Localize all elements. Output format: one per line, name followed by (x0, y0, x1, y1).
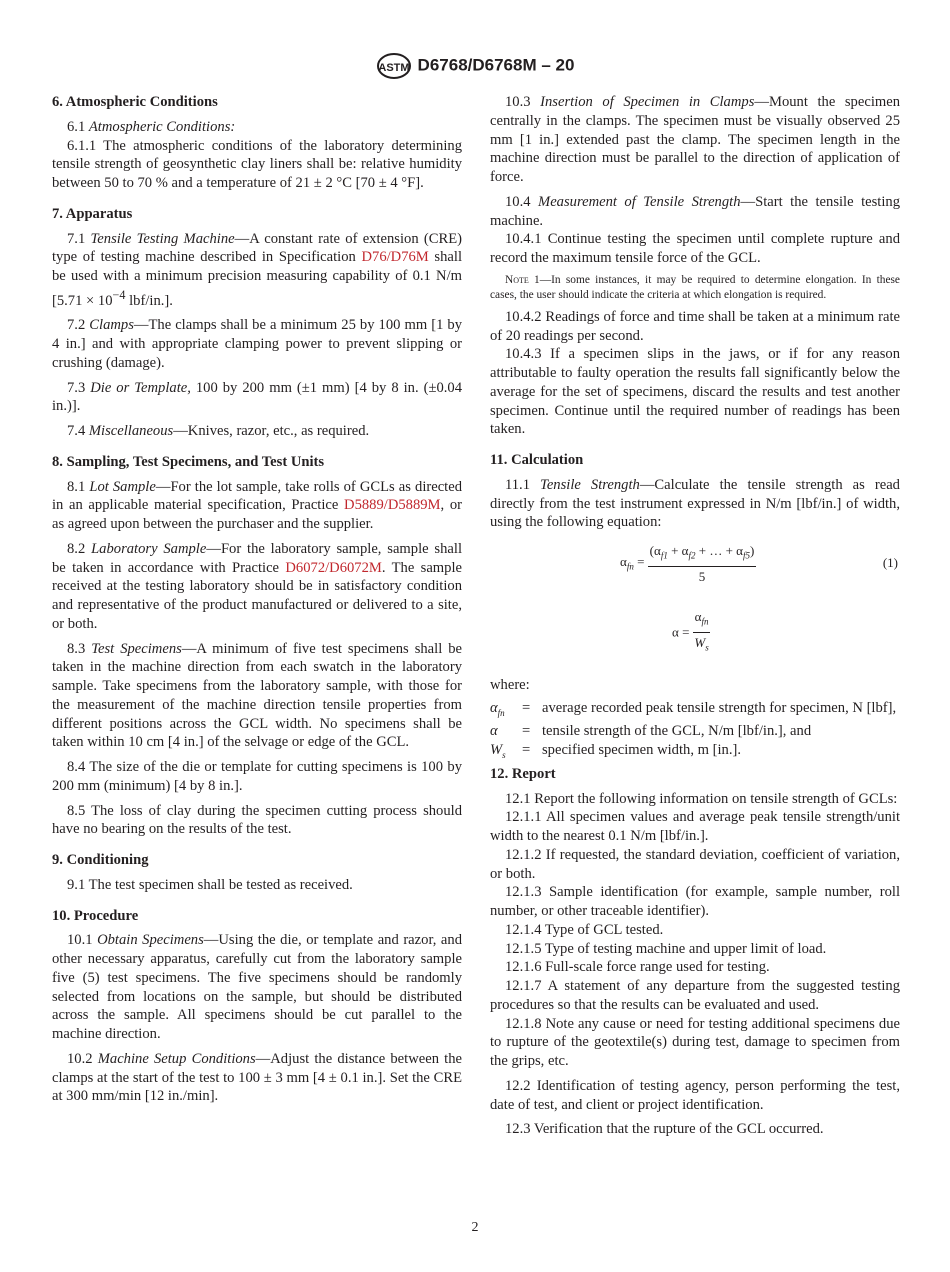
paragraph-title: Miscellaneous (88, 423, 174, 440)
paragraph-text: —Calculate the tensile strength as read directly from the test instrument expressed in N/m [lbf/in.] of width, using the following equation: (490, 476, 900, 531)
symbol: W (490, 742, 503, 759)
paragraph-text: —Using the die, or template and razor, and other necessary apparatus, carefully cut from the laboratory sample five (5) test specimens. The five specimens should be randomly selected from locations on the sample, but should be distributed across the sample. All specimens should be cut parallel to the machine direction. (52, 932, 462, 1043)
paragraph-text: 12.1.8 Note any cause or need for testing additional specimens due to rupture of the geotextile(s) during test, damage to specimen from the grips, etc. (490, 1015, 900, 1070)
paragraph-text: —A constant rate of extension (CRE) type of testing machine described in Specification (52, 230, 463, 266)
document-designation: D6768/D6768M – 20 (417, 55, 575, 75)
paragraph-text: 7.3 (67, 379, 91, 396)
paragraph-title: Machine Setup Conditions (97, 1050, 256, 1067)
paragraph-text: 9.1 The test specimen shall be tested as received. (67, 876, 353, 893)
eq-num: + α (667, 543, 689, 558)
paragraph (490, 921, 900, 940)
paragraph-title: Atmospheric Conditions: (88, 118, 236, 135)
paragraph-text: 12.1.3 Sample identification (for example, sample number, roll number, or other traceable identifier). (490, 884, 900, 920)
paragraph-title: Obtain Specimens (97, 932, 204, 949)
paragraph-text: 7.2 (67, 317, 90, 334)
eq-fraction (648, 542, 757, 587)
paragraph (490, 93, 900, 187)
paragraph-text: lbf/in.]. (125, 292, 173, 309)
definitions-list (490, 699, 900, 765)
svg-text:ASTM: ASTM (377, 62, 410, 74)
paragraph-title: Tensile Testing Machine (90, 230, 235, 247)
paragraph-text: 8.4 The size of the die or template for cutting specimens is 100 by 200 mm (minimum) [4 by 8 in.]. (52, 759, 462, 794)
paragraph-text: —Adjust the distance between the clamps at the start of the test to 100 ± 3 mm [4 ± 0.1 in.]. Set the CRE at 300 mm/min [12 in./min]. (52, 1050, 463, 1105)
paragraph-title: Measurement of Tensile Strength (538, 193, 741, 210)
eq2-lhs: α (672, 624, 679, 640)
definition-text: tensile strength of the GCL, N/m [lbf/in.], and (542, 723, 812, 740)
eq-sign: = (637, 553, 645, 569)
paragraph-title: Die or Template, (90, 379, 191, 396)
paragraph-text: —A minimum of five test specimens shall be taken in the machine direction from each swatch in the laboratory sample. Take specimens from the laboratory sample, with those for the measurement of the machine direction tensile properties from different positions across the GCL width. No specimens shall be taken within 10 cm [4 in.] of the selvage or edge of the GCL. (52, 640, 463, 751)
section-heading: 11. Calculation (490, 452, 584, 468)
equals-sign: = (522, 742, 531, 759)
paragraph (490, 476, 900, 532)
paragraph (52, 316, 462, 372)
astm-logo-icon (376, 52, 412, 80)
where-label: where: (490, 677, 530, 693)
paragraph (52, 137, 462, 193)
paragraph-text: 10.1 (67, 932, 98, 949)
paragraph-text: 10.4.2 Readings of force and time shall be taken at a minimum rate of 20 readings per second. (490, 308, 900, 344)
paragraph-title: Tensile Strength (540, 476, 640, 493)
paragraph-text: 11.1 (505, 476, 541, 493)
reference-link[interactable]: D6072/D6072M (285, 559, 382, 576)
definition-symbol (490, 722, 522, 741)
definition-text: specified specimen width, m [in.]. (542, 742, 741, 759)
paragraph-title: Lot Sample (89, 478, 156, 495)
paragraph-text: 10.4 (505, 193, 539, 210)
paragraph (490, 1077, 900, 1115)
note-label: Note 1 (505, 273, 540, 286)
symbol: α (490, 699, 498, 716)
eq-num: + … + α (695, 543, 743, 558)
note-1 (490, 273, 900, 303)
paragraph-text: 6.1.1 The atmospheric conditions of the laboratory determining tensile strength of geosynthetic clay liners shall be: relative humidity between 50 to 70 % and a temperature of 21 ± 2 °C [70 ± 4 °F]. (52, 137, 462, 191)
section-heading: 12. Report (490, 765, 556, 782)
paragraph (490, 193, 900, 231)
page-number: 2 (471, 1220, 479, 1235)
paragraph-text: 12.1.5 Type of testing machine and upper limit of load. (505, 940, 827, 957)
paragraph-text: —Start the tensile testing machine. (490, 193, 901, 229)
paragraph (490, 308, 900, 346)
paragraph (52, 118, 462, 137)
eq-lhs-sub: fn (626, 561, 634, 572)
reference-link[interactable]: D76/D76M (361, 249, 429, 266)
equals-sign: = (522, 699, 531, 716)
paragraph-text: 100 by 200 mm (±1 mm) [4 by 8 in. (±0.04 in.)]. (52, 379, 463, 415)
paragraph-text: —For the laboratory sample, sample shall be taken in accordance with Practice (52, 540, 462, 576)
paragraph-text: 7.1 (67, 230, 91, 247)
paragraph-text: 12.1.7 A statement of any departure from the suggested testing procedures so that the results can be evaluated and used. (490, 978, 900, 1013)
paragraph (52, 379, 462, 417)
eq2-sub: s (705, 642, 709, 653)
eq2-den: W (694, 635, 706, 651)
eq2-num: α (694, 609, 702, 624)
equals-sign: = (522, 723, 531, 740)
paragraph-text: 12.1.6 Full-scale force range used for testing. (505, 959, 770, 976)
paragraph-text: 6.1 (67, 118, 89, 135)
paragraph (490, 345, 900, 439)
section-heading: 8. Sampling, Test Specimens, and Test Units (52, 453, 325, 470)
paragraph-text: 10.2 (67, 1050, 98, 1067)
eq-num: ) (750, 543, 755, 558)
paragraph-text: 12.2 Identification of testing agency, person performing the test, date of test, and client or project identification. (490, 1077, 900, 1113)
definition-symbol (490, 741, 522, 765)
paragraph-text: 7.4 (67, 423, 89, 440)
paragraph (490, 1015, 900, 1071)
paragraph-text: —Mount the specimen centrally in the clamps. The specimen must be visually observed 25 mm [1 in.] extended past the clamp. The specimen length in the machine direction must be parallel to the direction of application of force. (490, 94, 900, 185)
paragraph-text: 12.3 Verification that the rupture of the GCL occurred. (505, 1121, 824, 1138)
paragraph-text: 12.1.2 If requested, the standard deviation, coefficient of variation, or both. (490, 846, 900, 882)
paragraph (52, 802, 462, 840)
paragraph (52, 230, 462, 311)
left-column (52, 93, 462, 1106)
paragraph-text: —Knives, razor, etc., as required. (173, 423, 370, 440)
section-heading: 10. Procedure (52, 907, 139, 924)
definition-row (490, 699, 900, 723)
paragraph (490, 790, 900, 809)
paragraph (52, 876, 462, 895)
equation-2 (490, 608, 900, 658)
eq2-sub: fn (701, 616, 709, 627)
symbol: α (490, 723, 498, 740)
eq-sub: f5 (742, 550, 750, 561)
paragraph (52, 640, 462, 753)
paragraph (52, 1050, 462, 1106)
paragraph-text: 10.3 (505, 94, 541, 110)
symbol-subscript: s (502, 750, 506, 761)
paragraph (490, 1120, 900, 1139)
eq2-sign: = (682, 624, 690, 640)
paragraph (52, 422, 462, 441)
paragraph (490, 230, 900, 268)
paragraph-text: 12.1.4 Type of GCL tested. (505, 921, 664, 938)
eq-num: (α (649, 543, 661, 558)
equation-1 (490, 540, 900, 592)
eq-lhs: α (620, 553, 627, 569)
paragraph-title: Clamps (89, 317, 134, 334)
definition-row (490, 741, 900, 765)
paragraph (490, 958, 900, 977)
page-header (0, 52, 950, 80)
definition-symbol (490, 699, 522, 723)
paragraph (490, 808, 900, 846)
note-text: —In some instances, it may be required to determine elongation. In these cases, the user should indicate the criteria at which elongation is required. (490, 273, 900, 301)
paragraph-text: 10.4.3 If a specimen slips in the jaws, or if for any reason attributable to faulty operation the results fall significantly below the average for the set of specimens, discard the results and test another specimen. Continue until the required number of readings has been taken. (490, 346, 900, 438)
paragraph-text: —The clamps shall be a minimum 25 by 100 mm [1 by 4 in.] and with appropriate clamping power to prevent slipping or crushing (damage). (52, 317, 463, 371)
paragraph-text: 12.1 Report the following information on tensile strength of GCLs: (505, 790, 898, 807)
paragraph-text: 8.2 (67, 540, 92, 557)
paragraph (490, 846, 900, 884)
paragraph-text: shall be used with a minimum precision measuring capability of 0.1 N/m [5.71 × 10 (52, 249, 462, 309)
paragraph-title: Test Specimens (91, 640, 182, 657)
section-heading: 6. Atmospheric Conditions (52, 94, 218, 110)
reference-link[interactable]: D5889/D5889M (344, 497, 441, 514)
paragraph-text: 8.1 (67, 478, 90, 495)
paragraph (490, 940, 900, 959)
paragraph-title: Insertion of Specimen in Clamps (540, 94, 755, 110)
paragraph-text: 8.5 The loss of clay during the specimen cutting process should have no bearing on the results of the test. (52, 802, 462, 838)
eq-sub: f2 (688, 550, 696, 561)
paragraph (52, 758, 462, 796)
section-heading: 7. Apparatus (52, 205, 133, 222)
eq-den: 5 (698, 569, 706, 585)
superscript: −4 (112, 287, 126, 302)
section-heading: 9. Conditioning (52, 852, 149, 869)
paragraph-title: Laboratory Sample (91, 540, 207, 557)
paragraph-text: , or as agreed upon between the purchaser and the supplier. (52, 497, 462, 533)
paragraph-text: 12.1.1 All specimen values and average peak tensile strength/unit width to the nearest 0.1 N/m [lbf/in.]. (490, 809, 900, 845)
definition-text: average recorded peak tensile strength for specimen, N [lbf], (542, 699, 897, 716)
paragraph-text: 10.4.1 Continue testing the specimen until complete rupture and record the maximum tensile force of the GCL. (490, 231, 900, 266)
paragraph (490, 883, 900, 921)
eq2-fraction (693, 608, 711, 658)
paragraph-text: —For the lot sample, take rolls of GCLs as directed in an applicable material specification, Practice (52, 478, 463, 514)
paragraph (490, 977, 900, 1015)
equation-number: (1) (882, 555, 898, 570)
right-column (490, 93, 900, 1139)
paragraph-text: 8.3 (67, 640, 92, 657)
symbol-subscript: fn (497, 707, 505, 718)
paragraph (52, 931, 462, 1044)
paragraph-text: . The sample received at the testing laboratory should be in satisfactory condition and representative of the product manufactured or delivered to a site, or both. (52, 559, 462, 632)
definition-row (490, 722, 900, 741)
paragraph (52, 540, 462, 634)
paragraph (52, 478, 462, 534)
eq-sub: f1 (660, 550, 668, 561)
